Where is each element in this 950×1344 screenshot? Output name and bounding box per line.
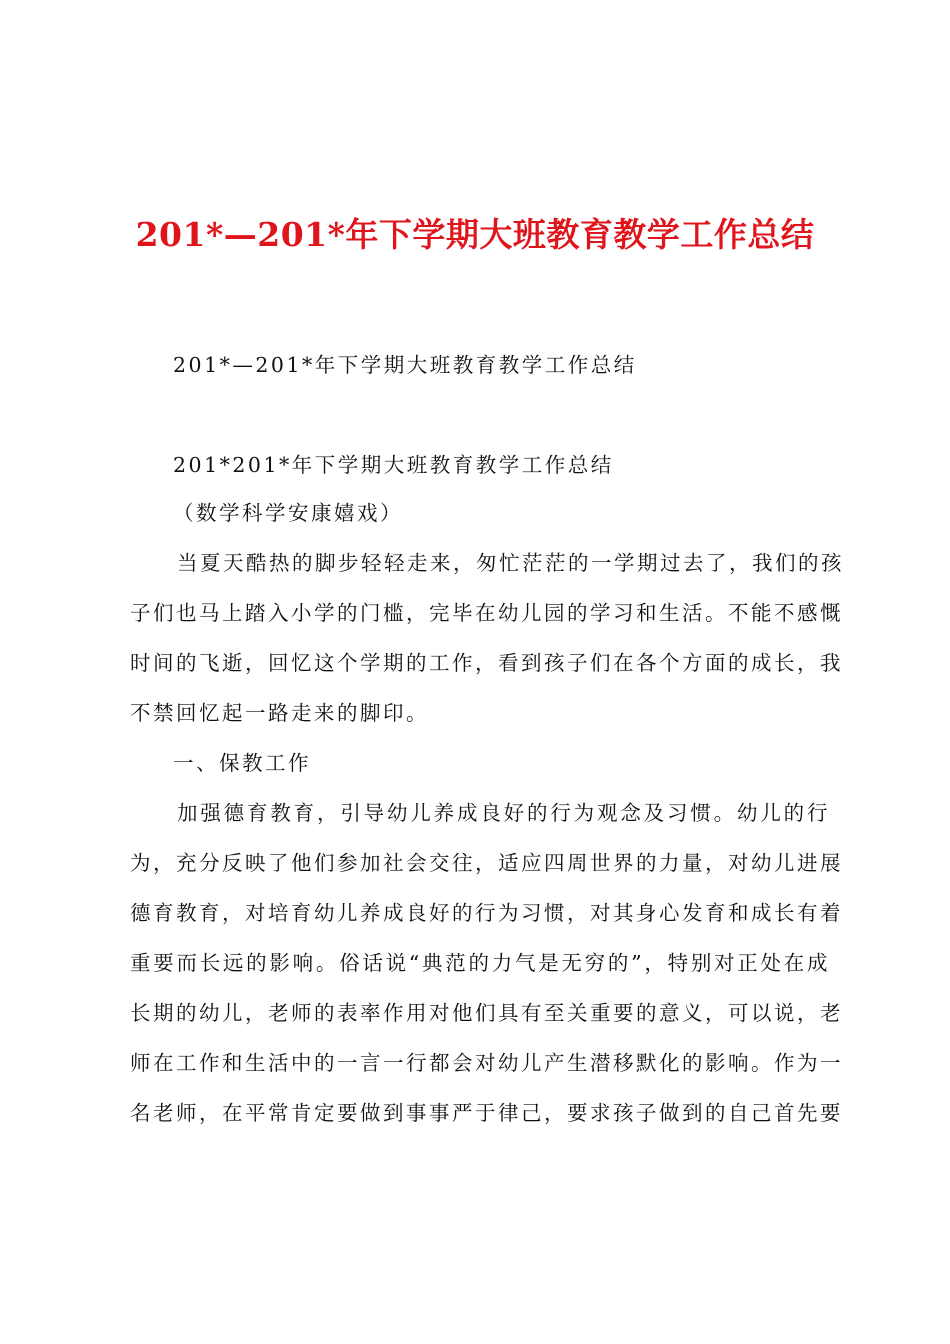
paragraph-2-line-2: 为，充分反映了他们参加社会交往，适应四周世界的力量，对幼儿进展 (130, 851, 843, 875)
paragraph-2-line-7: 名老师，在平常肯定要做到事事严于律己，要求孩子做到的自己首先要 (130, 1101, 843, 1125)
subject-note: （数学科学安康嬉戏） (173, 501, 403, 525)
paragraph-2-line-6: 师在工作和生活中的一言一行都会对幼儿产生潜移默化的影响。作为一 (130, 1051, 843, 1075)
paragraph-1-line-3: 时间的飞逝，回忆这个学期的工作，看到孩子们在各个方面的成长，我 (130, 651, 843, 675)
paragraph-2-line-3: 德育教育，对培育幼儿养成良好的行为习惯，对其身心发育和成长有着 (130, 901, 843, 925)
subtitle-line-1: 201*—201*年下学期大班教育教学工作总结 (173, 353, 637, 377)
document-title: 201*—201*年下学期大班教育教学工作总结 (135, 215, 815, 254)
paragraph-2-line-5: 长期的幼儿，老师的表率作用对他们具有至关重要的意义，可以说，老 (130, 1001, 843, 1025)
paragraph-1-line-2: 子们也马上踏入小学的门槛，完毕在幼儿园的学习和生活。不能不感慨 (130, 601, 843, 625)
paragraph-1-line-1: 当夏天酷热的脚步轻轻走来，匆忙茫茫的一学期过去了，我们的孩 (177, 551, 844, 575)
subtitle-line-2: 201*201*年下学期大班教育教学工作总结 (173, 453, 614, 477)
paragraph-1-line-4: 不禁回忆起一路走来的脚印。 (130, 701, 429, 725)
paragraph-2-line-1: 加强德育教育，引导幼儿养成良好的行为观念及习惯。幼儿的行 (177, 801, 830, 825)
section-1-heading: 一、保教工作 (173, 751, 311, 775)
paragraph-2-line-4: 重要而长远的影响。俗话说“典范的力气是无穷的”，特别对正处在成 (130, 951, 830, 975)
